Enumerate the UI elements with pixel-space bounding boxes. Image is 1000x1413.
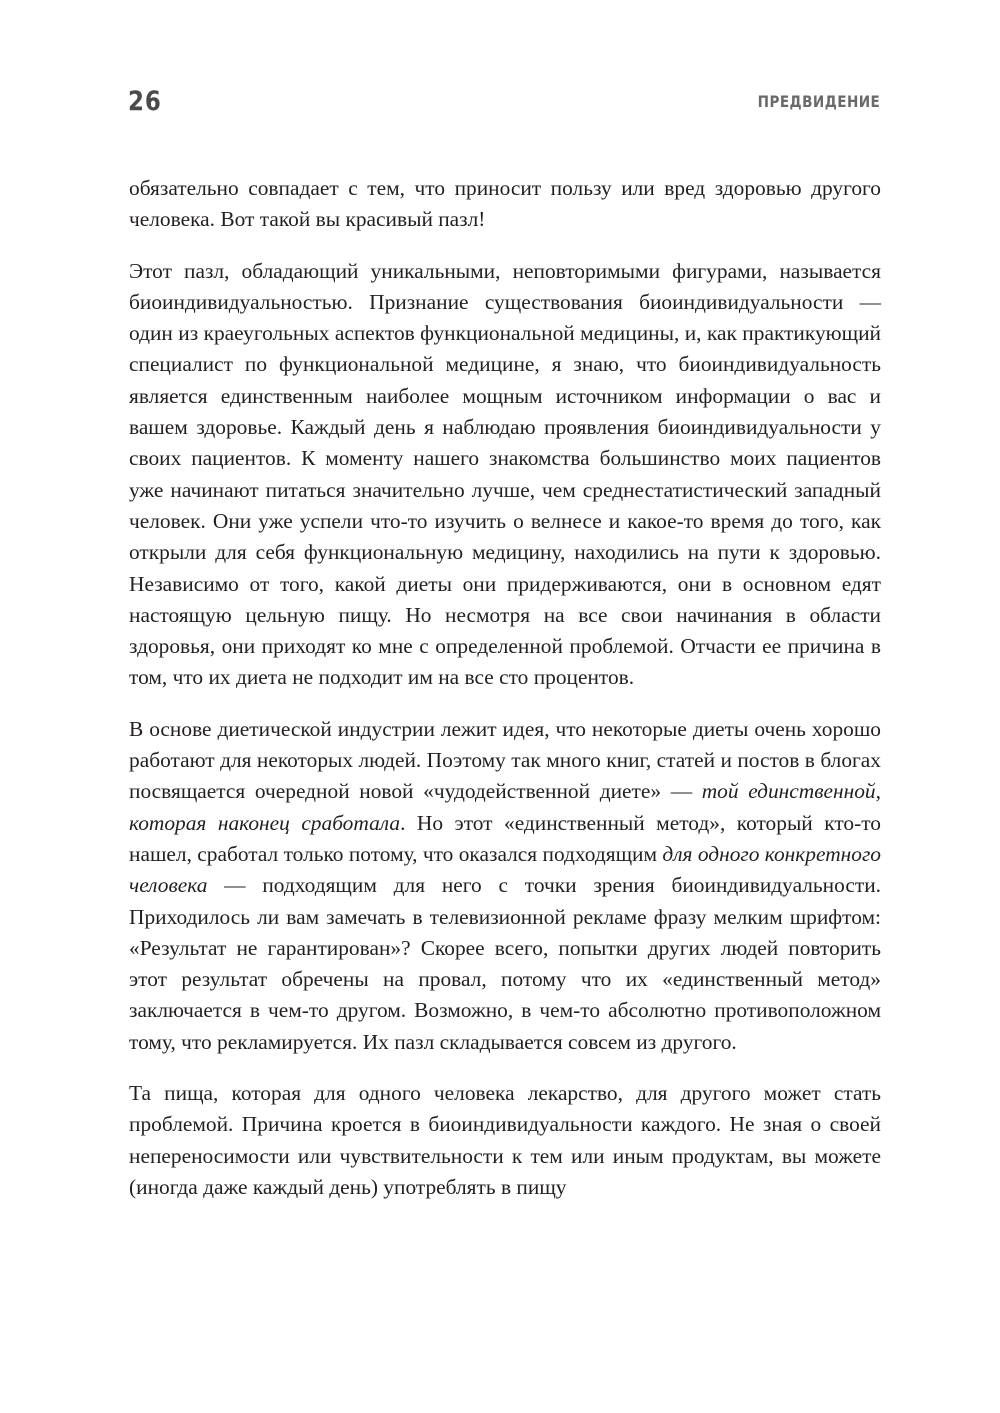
running-title: ПРЕДВИДЕНИЕ [757,92,880,111]
paragraph-3-italic-b: той единственной, которая наконец сработала [129,779,881,835]
paragraph-1: обязательно совпадает с тем, что приносит пользу или вред здоровью другого человека. Вот такой вы красивый пазл! [129,176,881,232]
paragraph-3-text-e: — подходящим для него с точки зрения биоиндивидуальности. Приходилось ли вам замечать в телевизионной рекламе фразу мелким шрифтом: «Результат не гарантирован»? Скорее всего, попытки других людей повторить этот результат обречены на провал, потому что их «единственный метод» заключается в чем-то другом. Возможно, в чем-то абсолютно противоположном тому, что рекламируется. Их пазл складывается совсем из другого. [129,873,881,1054]
paragraph-3-italic-d: для одного конкретного человека [129,841,881,898]
body-text [129,173,881,1223]
page-number: 26 [128,86,162,117]
paragraph-2: Этот пазл, обладающий уникальными, неповторимыми фигурами, называется биоиндивидуальностью. Признание существования биоиндивидуальности — один из краеугольных аспектов функциональной медицины, и, как практикующий специалист по функциональной медицине, я знаю, что биоиндивидуальность является единственным наиболее мощным источником информации о вас и вашем здоровье. Каждый день я наблюдаю проявления биоиндивидуальности у своих пациентов. К моменту нашего знакомства большинство моих пациентов уже начинают питаться значительно лучше, чем среднестатистический западный человек. Они уже успели что-то изучить о велнесе и какое-то время до того, как открыли для себя функциональную медицину, находились на пути к здоровью. Независимо от того, какой диеты они придерживаются, они в основном едят настоящую цельную пищу. Но несмотря на все свои начинания в области здоровья, они приходят ко мне с определенной проблемой. Отчасти ее причина в том, что их диета не подходит им на все сто процентов. [129,258,881,690]
paragraph-4: Та пища, которая для одного человека лекарство, для другого может стать проблемой. Причина кроется в биоиндивидуальности каждого. Не зная о своей непереносимости или чувствительности к тем или иным продуктам, вы можете (иногда даже каждый день) употреблять в пищу [129,1081,881,1199]
paragraph-3 [129,714,881,1058]
paragraph-3-text-a: В основе диетической индустрии лежит идея, что некоторые диеты очень хорошо работают для некоторых людей. Поэтому так много книг, статей и постов в блогах посвящается очередной новой «чудодейственной диете» — [129,716,881,804]
page-header [128,86,880,126]
paragraph-3-text-c: . Но этот «единственный метод», который кто-то нашел, сработал только потому, что оказался подходящим [129,810,881,866]
